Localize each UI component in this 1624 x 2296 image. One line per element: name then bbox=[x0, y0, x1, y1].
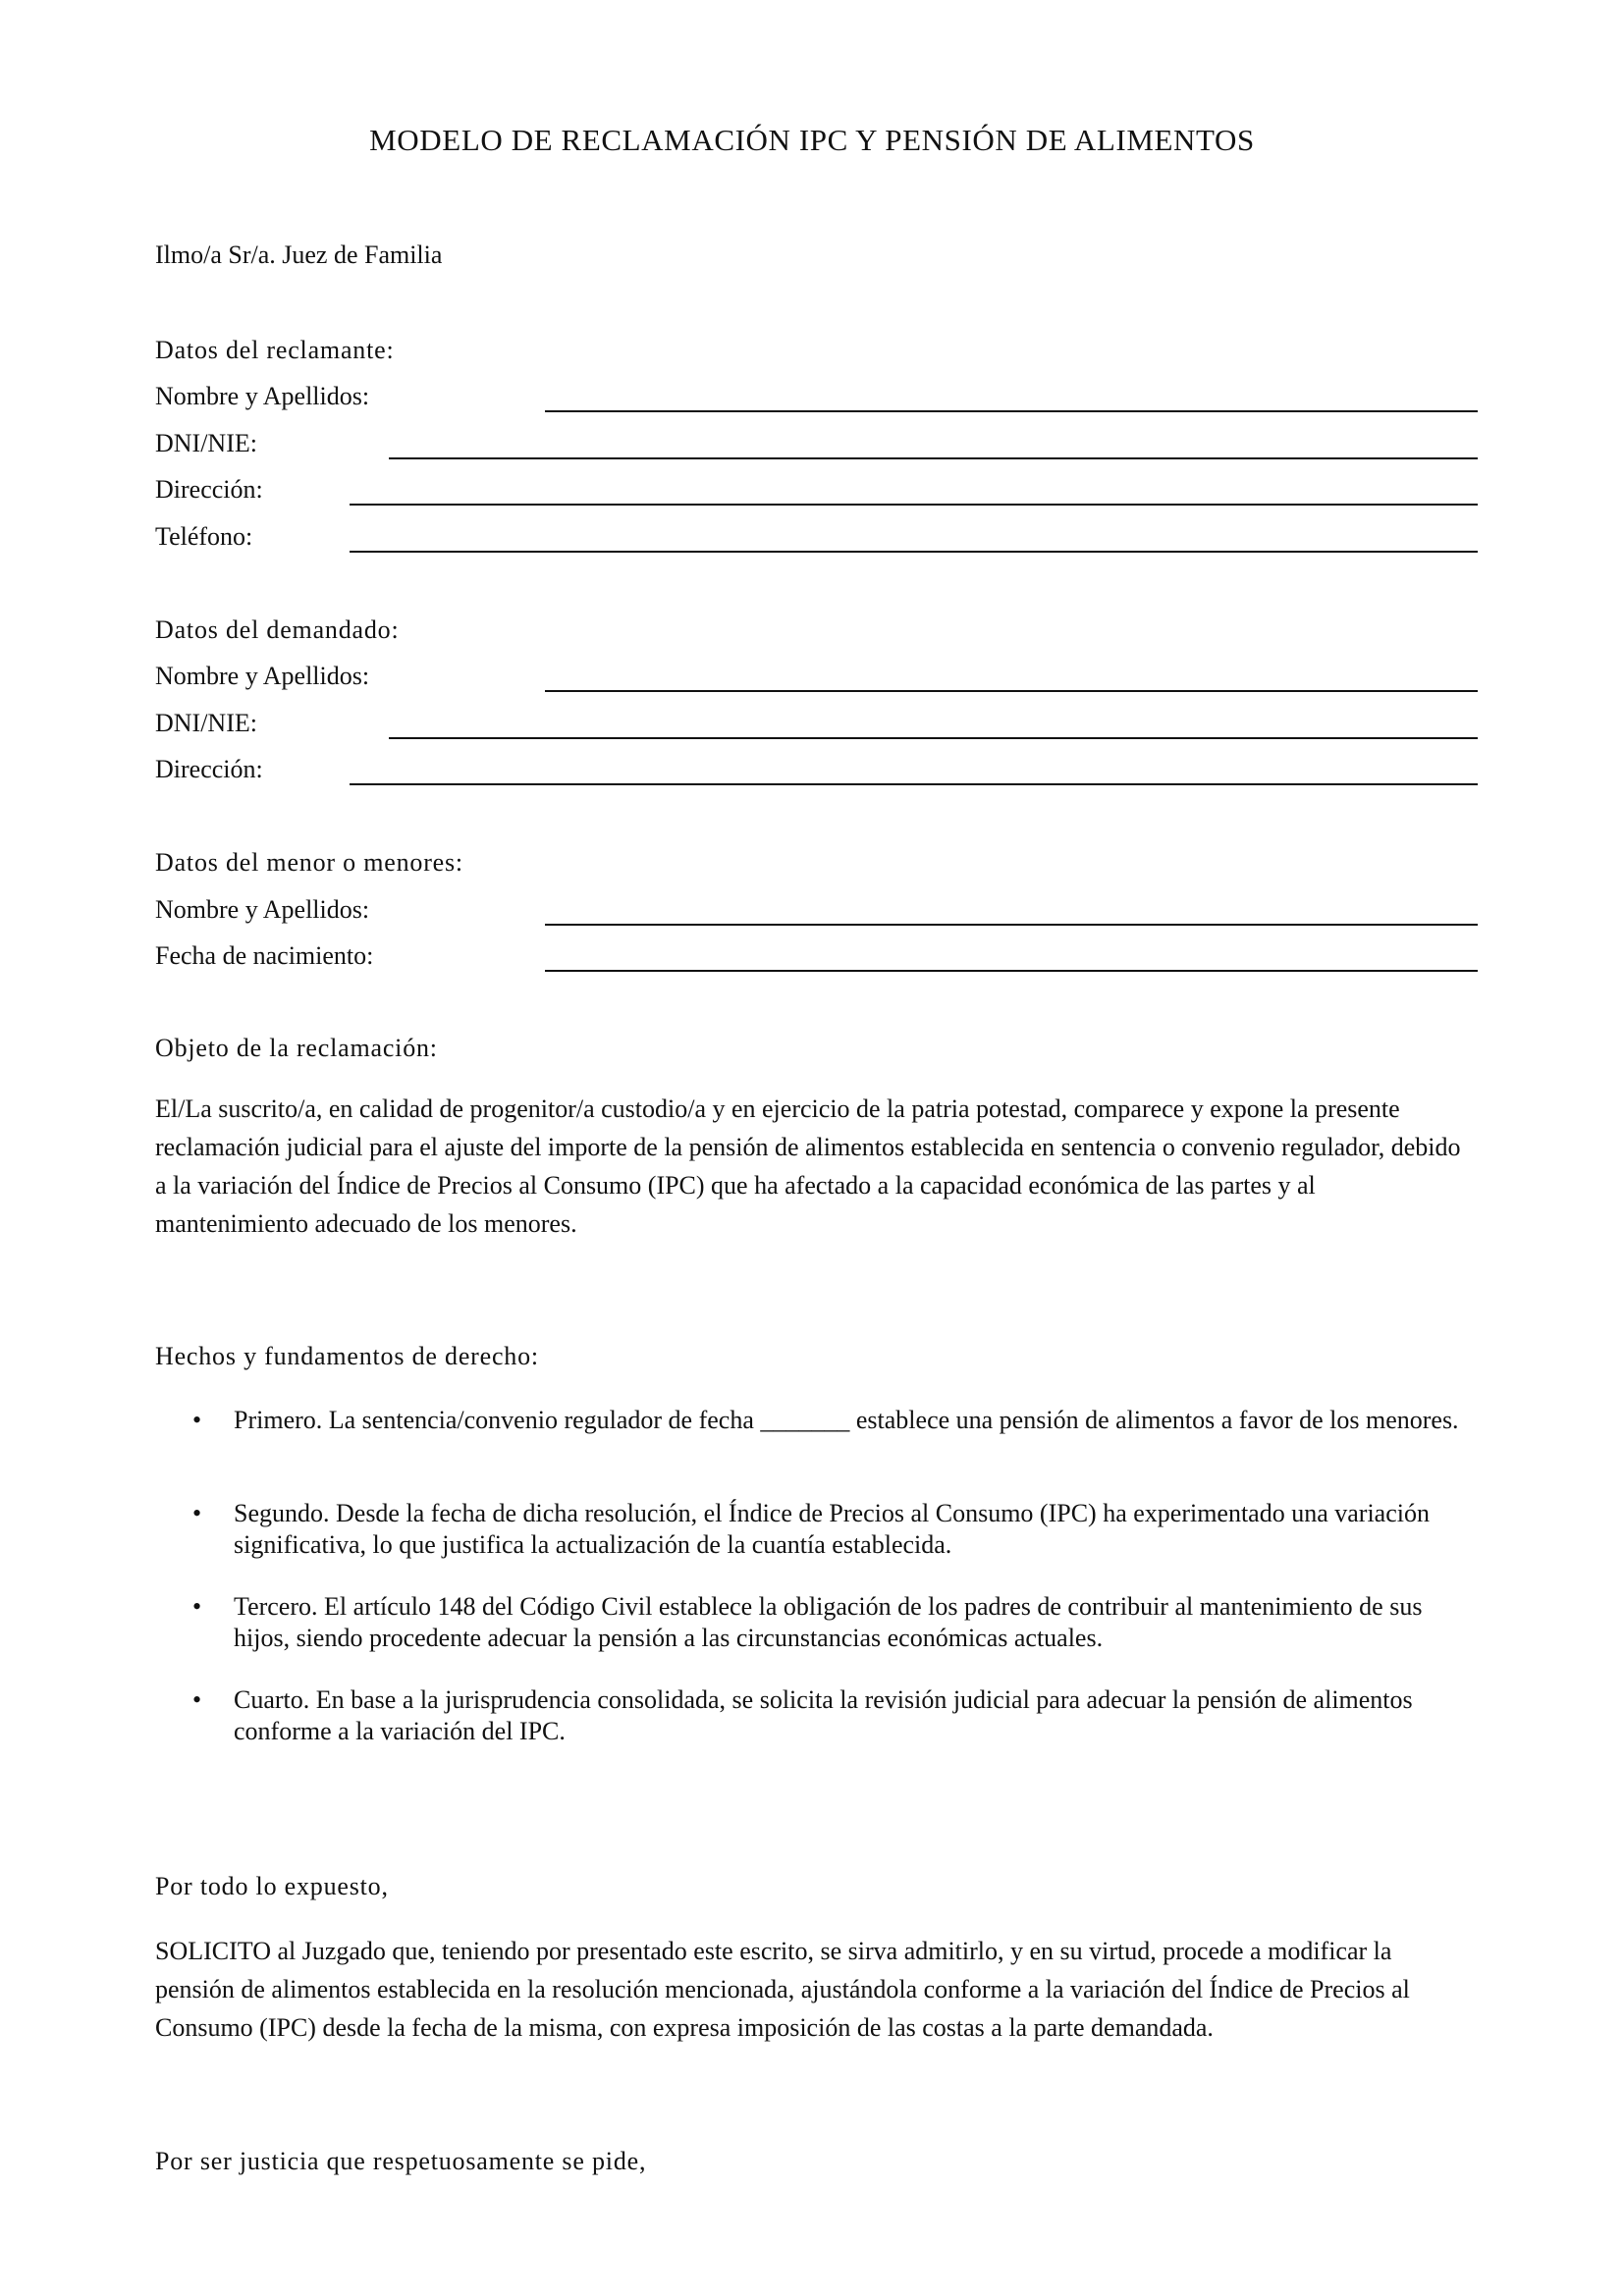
claimant-heading: Datos del reclamante: bbox=[155, 336, 395, 364]
fact-item-1: Primero. La sentencia/convenio regulador de fecha _______ establece una pensión de alimentos a favor de los menores. bbox=[234, 1406, 1459, 1434]
defendant-dni-label: DNI/NIE: bbox=[155, 709, 257, 737]
fact-item-4: Cuarto. En base a la jurisprudencia consolidada, se solicita la revisión judicial para adecuar la pensión de alimentos conforme a la variación del IPC. bbox=[234, 1685, 1413, 1745]
addressee: Ilmo/a Sr/a. Juez de Familia bbox=[155, 240, 443, 269]
bullet-icon: • bbox=[192, 1406, 202, 1434]
fact-item-2: Segundo. Desde la fecha de dicha resolución, el Índice de Precios al Consumo (IPC) ha experimentado una variación significativa, lo que justifica la actualización de la cuantía establecida. bbox=[234, 1499, 1430, 1559]
defendant-name-label: Nombre y Apellidos: bbox=[155, 662, 370, 690]
bullet-icon: • bbox=[192, 1685, 202, 1714]
closing-final: Por ser justicia que respetuosamente se pide, bbox=[155, 2147, 647, 2175]
claimant-address-label: Dirección: bbox=[155, 475, 263, 504]
claimant-phone-label: Teléfono: bbox=[155, 522, 253, 551]
defendant-name-field[interactable] bbox=[545, 690, 1478, 692]
minors-birth-label: Fecha de nacimiento: bbox=[155, 941, 374, 970]
bullet-icon: • bbox=[192, 1592, 202, 1621]
closing-request: SOLICITO al Juzgado que, teniendo por presentado este escrito, se sirva admitirlo, y en su virtud, procede a modificar la pensión de alimentos establecida en la resolución mencionada, ajustándola conforme a la variación del Índice de Precios al Consumo (IPC) desde la fecha de la misma, con expresa imposición de las costas a la parte demandada. bbox=[155, 1937, 1410, 2042]
defendant-address-field[interactable] bbox=[350, 783, 1478, 785]
closing-intro: Por todo lo expuesto, bbox=[155, 1872, 389, 1900]
defendant-address-label: Dirección: bbox=[155, 755, 263, 783]
object-heading: Objeto de la reclamación: bbox=[155, 1034, 438, 1062]
minors-name-label: Nombre y Apellidos: bbox=[155, 895, 370, 924]
claimant-address-field[interactable] bbox=[350, 504, 1478, 506]
minors-birth-field[interactable] bbox=[545, 970, 1478, 972]
minors-heading: Datos del menor o menores: bbox=[155, 848, 463, 877]
claimant-dni-field[interactable] bbox=[389, 457, 1478, 459]
bullet-icon: • bbox=[192, 1499, 202, 1527]
facts-heading: Hechos y fundamentos de derecho: bbox=[155, 1342, 539, 1370]
fact-item-3: Tercero. El artículo 148 del Código Civil establece la obligación de los padres de contribuir al mantenimiento de sus hijos, siendo procedente adecuar la pensión a las circunstancias económicas actuales. bbox=[234, 1592, 1423, 1652]
claimant-dni-label: DNI/NIE: bbox=[155, 429, 257, 457]
minors-name-field[interactable] bbox=[545, 924, 1478, 926]
object-paragraph: El/La suscrito/a, en calidad de progenitor/a custodio/a y en ejercicio de la patria potestad, comparece y expone la presente reclamación judicial para el ajuste del importe de la pensión de alimentos establecida en sentencia o convenio regulador, debido a la variación del Índice de Precios al Consumo (IPC) que ha afectado a la capacidad económica de las partes y al mantenimiento adecuado de los menores. bbox=[155, 1095, 1461, 1238]
defendant-heading: Datos del demandado: bbox=[155, 615, 400, 644]
claimant-phone-field[interactable] bbox=[350, 551, 1478, 553]
defendant-dni-field[interactable] bbox=[389, 737, 1478, 739]
claimant-name-field[interactable] bbox=[545, 410, 1478, 412]
claimant-name-label: Nombre y Apellidos: bbox=[155, 382, 370, 410]
document-title: MODELO DE RECLAMACIÓN IPC Y PENSIÓN DE ALIMENTOS bbox=[369, 123, 1255, 157]
